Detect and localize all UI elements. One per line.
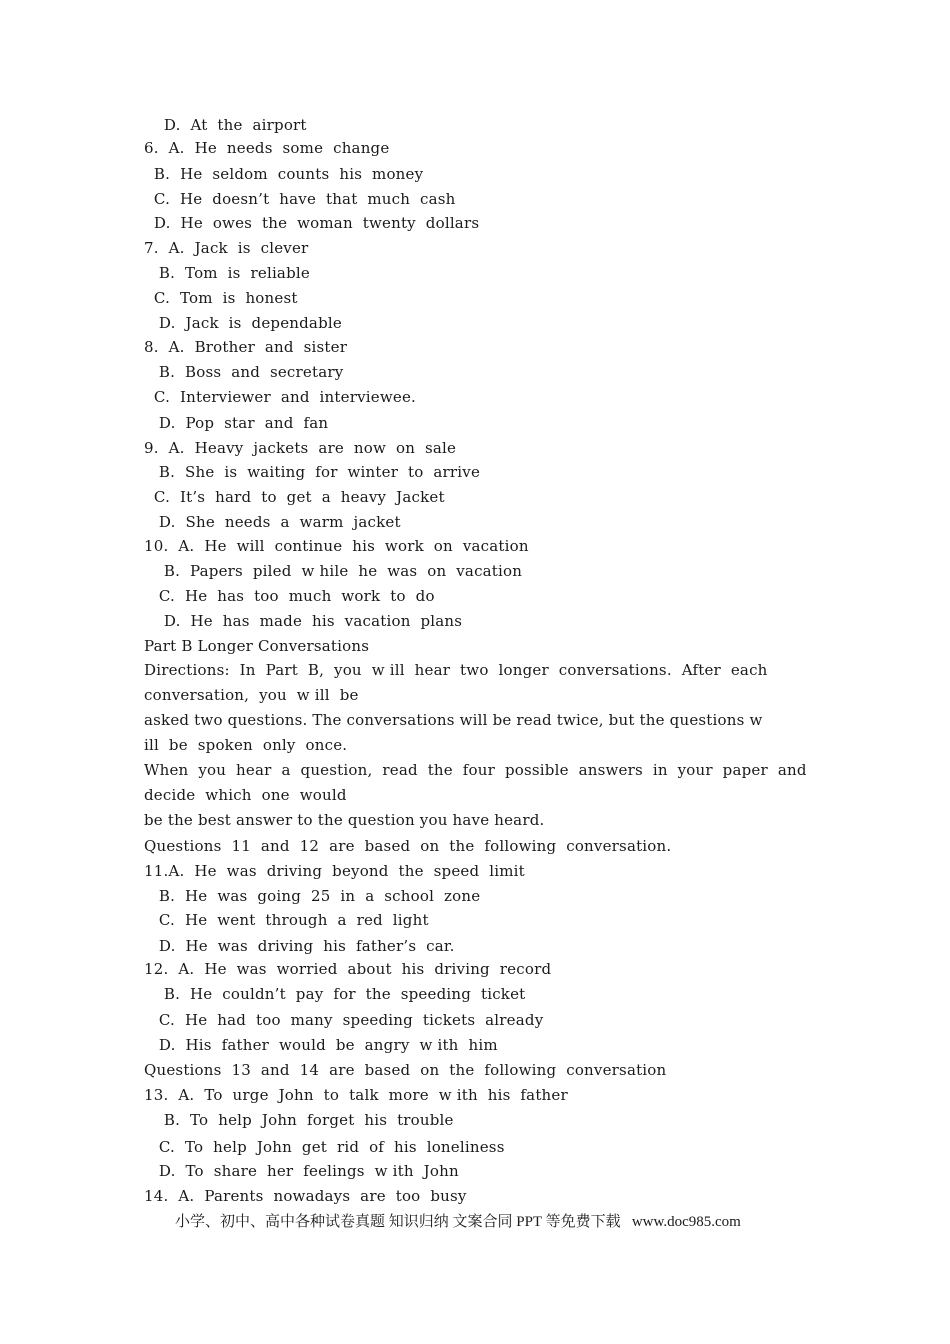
question-13-stem: 13. A. To urge John to talk more w ith his father (144, 1086, 568, 1104)
question-14-stem: 14. A. Parents nowadays are too busy (144, 1187, 467, 1205)
text-line: B. He was going 25 in a school zone (144, 887, 481, 905)
question-7-stem: 7. A. Jack is clever (144, 239, 309, 257)
text-line: D. To share her feelings w ith John (144, 1162, 459, 1180)
question-9-stem: 9. A. Heavy jackets are now on sale (144, 439, 457, 457)
question-11-stem: 11.A. He was driving beyond the speed limit (144, 862, 525, 880)
text-line: D. He has made his vacation plans (144, 612, 463, 630)
text-line: C. He doesn’t have that much cash (144, 190, 456, 208)
text-line: C. He had too many speeding tickets already (144, 1011, 544, 1029)
text-line: D. Pop star and fan (144, 414, 329, 432)
text-line: B. She is waiting for winter to arrive (144, 463, 481, 481)
question-10-stem: 10. A. He will continue his work on vacation (144, 537, 529, 555)
directions-text: ill be spoken only once. (144, 736, 348, 754)
page-footer: 小学、初中、高中各种试卷真题 知识归纳 文案合同 PPT 等免费下载 www.doc985.com (175, 1214, 741, 1230)
text-line: B. He seldom counts his money (144, 165, 424, 183)
section-heading-part-b: Part B Longer Conversations (144, 637, 370, 655)
question-6-stem: 6. A. He needs some change (144, 139, 390, 157)
text-line: D. His father would be angry w ith him (144, 1036, 498, 1054)
directions-text: conversation, you w ill be (144, 686, 359, 704)
question-8-stem: 8. A. Brother and sister (144, 338, 348, 356)
directions-text: asked two questions. The conversations will be read twice, but the questions w (144, 711, 763, 729)
text-line: C. Tom is honest (144, 289, 298, 307)
text-line: D. Jack is dependable (144, 314, 342, 332)
text-line: B. To help John forget his trouble (144, 1111, 454, 1129)
directions-text: Directions: In Part B, you w ill hear two longer conversations. After each (144, 661, 768, 679)
question-12-stem: 12. A. He was worried about his driving record (144, 960, 552, 978)
questions-13-14-intro: Questions 13 and 14 are based on the following conversation (144, 1061, 667, 1079)
text-line: C. He went through a red light (144, 911, 429, 929)
text-line: C. To help John get rid of his loneliness (144, 1138, 505, 1156)
text-line: B. Papers piled w hile he was on vacation (144, 562, 523, 580)
text-line: C. He has too much work to do (144, 587, 435, 605)
questions-11-12-intro: Questions 11 and 12 are based on the following conversation. (144, 837, 672, 855)
text-line: D. He was driving his father’s car. (144, 937, 455, 955)
text-line: B. He couldn’t pay for the speeding ticket (144, 985, 526, 1003)
text-line: D. She needs a warm jacket (144, 513, 401, 531)
text-line: B. Boss and secretary (144, 363, 344, 381)
text-line: B. Tom is reliable (144, 264, 310, 282)
directions-text: be the best answer to the question you have heard. (144, 811, 545, 829)
text-line: C. It’s hard to get a heavy Jacket (144, 488, 445, 506)
directions-text: decide which one would (144, 786, 347, 804)
text-line: D. At the airport (144, 116, 307, 134)
directions-text: When you hear a question, read the four possible answers in your paper and (144, 761, 807, 779)
text-line: D. He owes the woman twenty dollars (144, 214, 480, 232)
text-line: C. Interviewer and interviewee. (144, 388, 416, 406)
